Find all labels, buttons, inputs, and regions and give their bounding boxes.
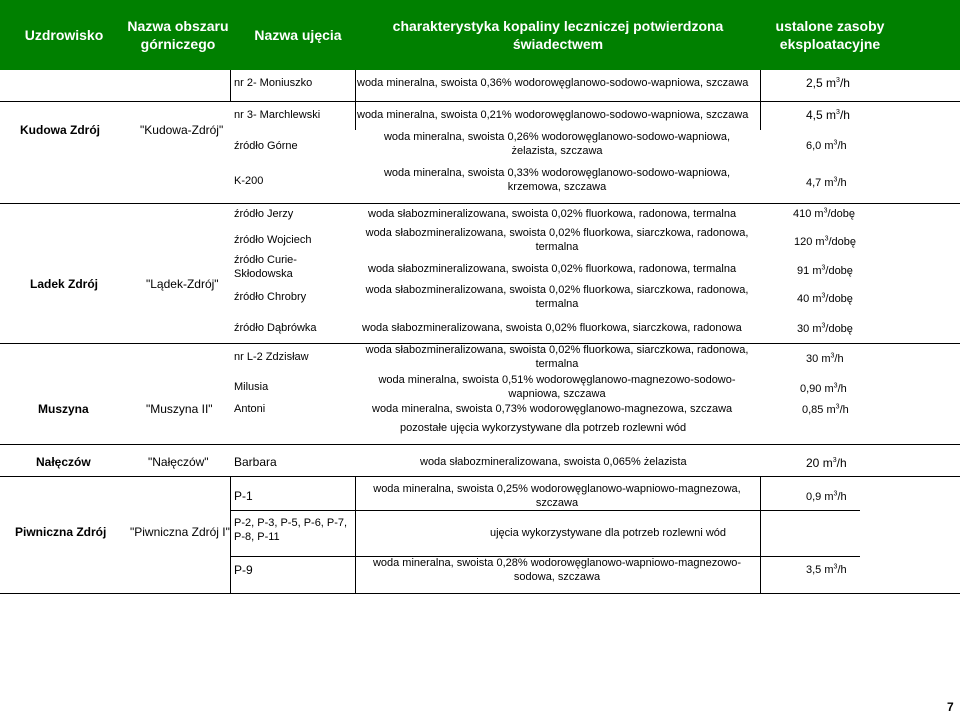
mining-area-name: "Piwniczna Zdrój I" <box>130 525 230 539</box>
intake-description: woda słabozmineralizowana, swoista 0,02% fluorkowa, radonowa, termalna <box>368 263 737 275</box>
mining-area-name: "Nałęczów" <box>148 455 209 469</box>
resource-amount: 91 $m^3$/dobę <box>797 264 853 277</box>
intake-name: nr 3- Marchlewski <box>234 109 321 121</box>
intake-description: woda mineralna, swoista 0,28% wodorowęglanowo-wapniowo-magnezowo- sodowa, szczawa <box>372 557 742 583</box>
intake-description: woda słabozmineralizowana, swoista 0,02% fluorkowa, siarczkowa, radonowa, termalna <box>365 344 749 370</box>
intake-name: nr 2- Moniuszko <box>234 77 313 89</box>
intake-name: P-9 <box>234 563 253 577</box>
intake-name: źródło Curie- Skłodowska <box>234 254 297 280</box>
resource-amount: 4,7 $m^3/h$ <box>806 176 847 189</box>
intake-name: Barbara <box>234 455 277 469</box>
mining-area-name: "Lądek-Zdrój" <box>146 277 219 291</box>
intake-description: woda słabozmineralizowana, swoista 0,065% żelazista <box>420 456 687 468</box>
intake-description: woda słabozmineralizowana, swoista 0,02% fluorkowa, radonowa, termalna <box>368 208 737 220</box>
header-resources: ustalone zasoby eksploatacyjne <box>775 18 885 52</box>
resource-amount: 120 $m^3$/dobę <box>794 235 857 248</box>
intake-name: K-200 <box>234 175 264 187</box>
resource-amount: 0,85 $m^3/h$ <box>802 403 849 416</box>
resource-amount: 6,0 $m^3/h$ <box>806 139 847 152</box>
intake-name: źródło Dąbrówka <box>234 322 317 334</box>
intake-name: P-1 <box>234 489 253 503</box>
intake-description: woda mineralna, swoista 0,21% wodorowęglanowo-sodowo-wapniowa, szczawa <box>357 109 749 121</box>
resource-amount: 30 $m^3/h$ <box>806 352 844 365</box>
resource-amount: 4,5 $m^3/h$ <box>806 108 850 122</box>
intake-description: woda mineralna, swoista 0,26% wodorowęglanowo-sodowo-wapniowa, żelazista, szczawa <box>383 131 731 157</box>
intake-name: źródło Górne <box>234 140 298 152</box>
resource-amount: 2,5 $m^3/h$ <box>806 76 850 90</box>
intake-description: ujęcia wykorzystywane dla potrzeb rozlewni wód <box>490 527 726 539</box>
header-intake-name: Nazwa ujęcia <box>254 27 342 43</box>
row-divider <box>0 203 960 204</box>
row-divider <box>0 444 960 445</box>
header-resort: Uzdrowisko <box>24 27 104 43</box>
row-divider <box>230 510 860 511</box>
resort-name: Kudowa Zdrój <box>20 123 100 137</box>
column-divider <box>355 477 356 594</box>
intake-name: źródło Jerzy <box>234 208 294 220</box>
intake-name: źródło Wojciech <box>234 234 312 246</box>
header-mining-area: Nazwa obszaru górniczego <box>127 18 229 52</box>
intake-description: woda mineralna, swoista 0,51% wodorowęglanowo-magnezowo-sodowo- wapniowa, szczawa <box>378 374 736 400</box>
mining-area-name: "Muszyna II" <box>146 402 213 416</box>
resource-amount: 20 $m^3/h$ <box>806 456 847 470</box>
column-divider <box>355 102 356 130</box>
intake-description: woda mineralna, swoista 0,25% wodorowęglanowo-wapniowo-magnezowa, szczawa <box>373 483 741 509</box>
resource-amount: 3,5 $m^3/h$ <box>806 563 847 576</box>
resort-name: Muszyna <box>38 402 89 416</box>
intake-description: woda mineralna, swoista 0,33% wodorowęglanowo-sodowo-wapniowa, krzemowa, szczawa <box>383 167 731 193</box>
intake-description: woda mineralna, swoista 0,73% wodorowęglanowo-magnezowa, szczawa <box>372 403 733 415</box>
row-divider <box>0 476 960 477</box>
column-divider <box>355 70 356 102</box>
intake-name: Milusia <box>234 381 269 393</box>
resource-amount: 30 $m^3$/dobę <box>797 322 853 335</box>
header-characteristics: charakterystyka kopaliny leczniczej potwierdzona świadectwem <box>392 18 724 52</box>
column-divider <box>760 477 761 594</box>
intake-description: woda słabozmineralizowana, swoista 0,02% fluorkowa, siarczkowa, radonowa, termalna <box>365 284 749 310</box>
mining-area-name: "Kudowa-Zdrój" <box>140 123 224 137</box>
intake-description: woda mineralna, swoista 0,36% wodorowęglanowo-sodowo-wapniowa, szczawa <box>357 77 749 89</box>
intake-name: źródło Chrobry <box>234 291 307 303</box>
note: pozostałe ujęcia wykorzystywane dla potrzeb rozlewni wód <box>400 422 687 434</box>
row-divider <box>0 593 960 594</box>
resort-name: Piwniczna Zdrój <box>15 525 107 539</box>
intake-name: P-2, P-3, P-5, P-6, P-7, P-8, P-11 <box>234 517 348 543</box>
page-number: 7 <box>947 700 954 714</box>
resort-name: Ladek Zdrój <box>30 277 99 291</box>
intake-name: Antoni <box>234 403 266 415</box>
table-header <box>0 0 960 70</box>
intake-description: woda słabozmineralizowana, swoista 0,02% fluorkowa, siarczkowa, radonowa <box>362 322 742 334</box>
row-divider <box>0 101 960 102</box>
resort-name: Nałęczów <box>36 455 91 469</box>
resource-amount: 410 $m^3$/dobę <box>793 207 856 220</box>
resource-amount: 0,90 $m^3/h$ <box>800 382 847 395</box>
intake-description: woda słabozmineralizowana, swoista 0,02% fluorkowa, siarczkowa, radonowa, termalna <box>365 227 749 253</box>
intake-name: nr L-2 Zdzisław <box>234 351 309 363</box>
resource-amount: 40 $m^3$/dobę <box>797 292 853 305</box>
column-divider <box>760 70 761 130</box>
column-divider <box>230 477 231 594</box>
column-divider <box>230 70 231 102</box>
resource-amount: 0,9 $m^3/h$ <box>806 490 847 503</box>
